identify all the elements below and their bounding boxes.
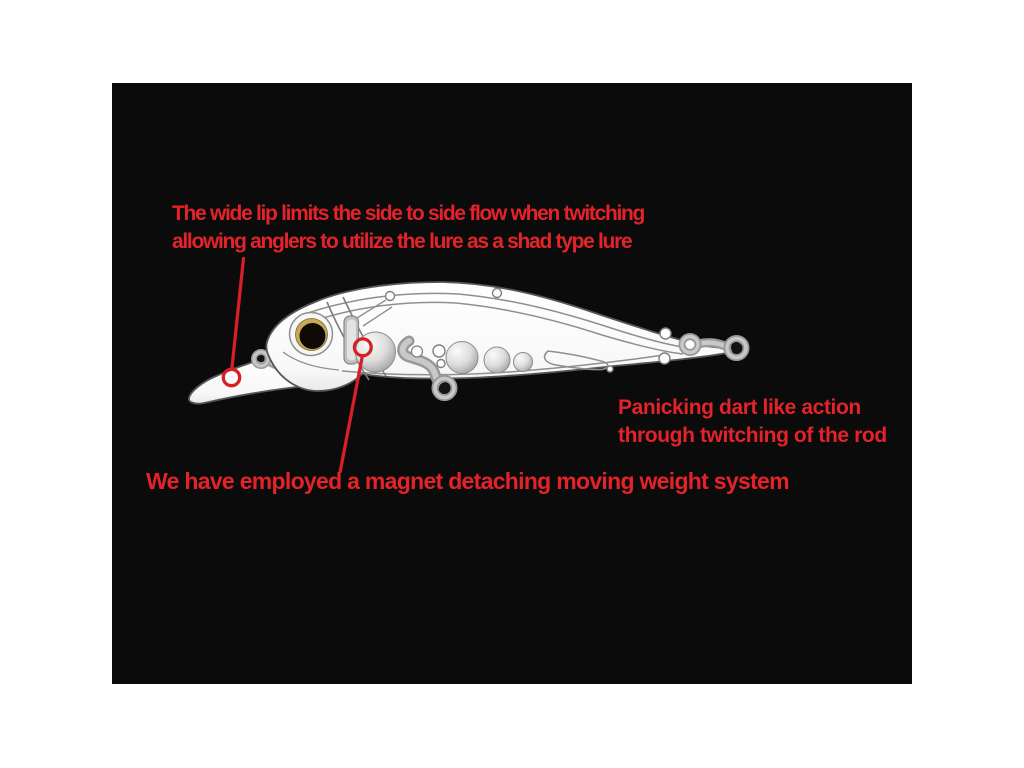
lure-eye xyxy=(290,313,333,356)
annotation-line: Panicking dart like action xyxy=(618,396,861,419)
leader-line-lip xyxy=(232,259,244,370)
annotation-magnet-weight xyxy=(146,467,789,495)
annotation-line: We have employed a magnet detaching moving weight system xyxy=(146,468,789,494)
annotation-wide-lip xyxy=(172,200,644,256)
weight-slot-inner xyxy=(347,320,356,361)
annotation-dart-action xyxy=(618,394,887,450)
annotation-line: through twitching of the rod xyxy=(618,424,887,447)
annotation-line: The wide lip limits the side to side flow when twitching xyxy=(172,202,645,225)
lure-diagram xyxy=(189,282,746,404)
annotation-line: allowing anglers to utilize the lure as a shad type lure xyxy=(172,230,632,253)
